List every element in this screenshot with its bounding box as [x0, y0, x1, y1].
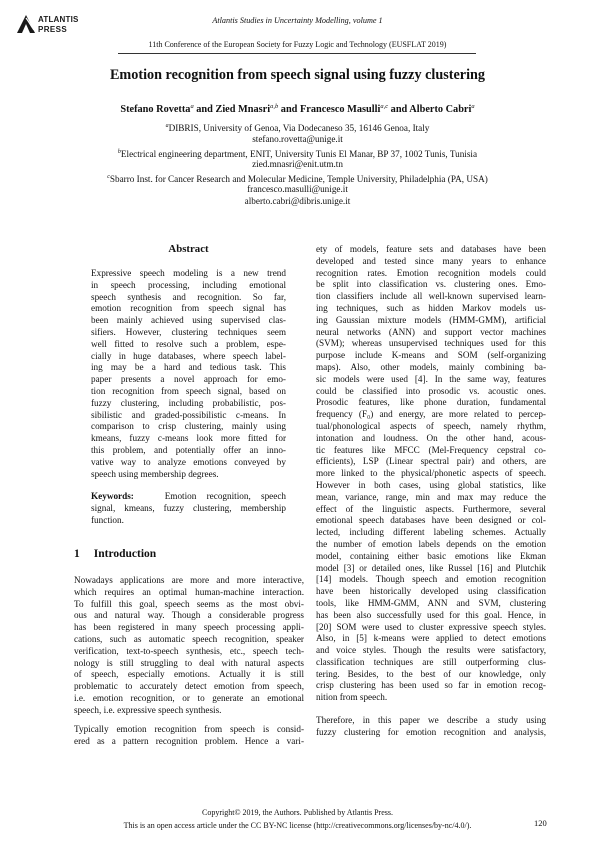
text-line: Typically emotion recognition from speech is consid- [74, 724, 304, 734]
text-line: lected, including different labeling schemes. Actually [316, 527, 546, 538]
publisher-name-2: PRESS [38, 25, 68, 34]
email-text: francesco.masulli@unige.it [247, 184, 348, 194]
text-line: tic features like MFCC (Mel-Frequency cepstral co- [316, 444, 546, 455]
text-line: sibilistic and graded-possibilistic c-means. In [91, 409, 286, 420]
text-line: Also, in [5] k-means were applied to detect emotions [316, 633, 546, 644]
abstract-heading: Abstract [168, 243, 209, 255]
keywords [91, 491, 286, 526]
text-line: verification, text-to-speech synthesis, etc., speech tech- [74, 645, 304, 656]
text-line: sic models were used [4]. In the same way, features [316, 373, 546, 384]
text-line: has been also successfully used for this goal. Hence, in [316, 609, 546, 620]
text-line: in speech processing, including emotional [91, 279, 286, 290]
keywords-line [91, 491, 286, 503]
text-line: Prosodic features, like phone duration, fundamental [316, 397, 546, 408]
affiliation-email [0, 195, 595, 207]
series-title: Atlantis Studies in Uncertainty Modelling, volume 1 [212, 16, 383, 25]
right-column-paragraph-2 [316, 715, 546, 739]
text-line: model [3] or detailed ones, like Russel [16] and Plutchik [316, 562, 546, 573]
author-affil-mark: a,b [270, 103, 279, 110]
text-line: ety of models, feature sets and databases have been [316, 244, 546, 254]
text-line: this problem, and potentially offer an inno- [91, 444, 286, 455]
text-line: vative way to analyze emotions conveyed by [91, 456, 286, 467]
text-line: speech using membership degrees. [91, 468, 219, 479]
text-line: tering. Besides, to the best of our knowledge, only [316, 668, 546, 679]
email-text: zied.mnasri@enit.utm.tn [252, 159, 343, 169]
text-line: been mainly achieved using supervised clas- [91, 315, 286, 326]
text-line: cially in huge databases, where speech label- [91, 350, 286, 361]
text-line: the number of emotion labels depends on the emotion [316, 538, 546, 549]
keywords-line: function. [91, 514, 124, 525]
text-line: be split into classification vs. clustering ones. Emo- [316, 279, 546, 290]
affiliation-text: Electrical engineering department, ENIT, University Tunis El Manar, BP 37, 1002 Tunis, Tunisia [120, 149, 478, 159]
text-line: cations, such as automatic speech recognition, speaker [74, 633, 304, 644]
email-text: alberto.cabri@dibris.unige.it [244, 196, 351, 206]
text-line: tools, like HMM-GMM, ANN and SVM, clustering [316, 597, 546, 608]
text-line: recognition rates. Emotion recognition models could [316, 267, 546, 278]
text-line: i.e. emotion recognition, or to generate an emotional [74, 692, 304, 703]
keywords-text: Emotion recognition, speech [164, 491, 287, 501]
email-text: stefano.rovetta@unige.it [252, 134, 343, 144]
affiliation-email [0, 158, 595, 170]
text-line: nition from speech. [316, 692, 388, 703]
text-line: maps). Also, other models, mainly combining ba- [316, 361, 546, 372]
header-rule [118, 53, 476, 54]
abstract-body [91, 268, 286, 480]
text-line: of speech, especially emotions. Actually it is still [74, 669, 304, 680]
text-line: (SVM); whereas unsupervised techniques used for this [316, 338, 546, 349]
author-affil-mark: a [471, 103, 475, 110]
affiliation [0, 120, 595, 134]
section-heading [74, 548, 156, 560]
text-line: tion recognition from speech signal, based on [91, 385, 286, 396]
intro-paragraph-1 [74, 575, 304, 717]
text-line: model, containing either basic emotions like Ekman [316, 550, 546, 561]
text-line: which requires an optimal human-machine interaction. [74, 586, 304, 597]
text-line: nology is still struggling to deal with natural aspects [74, 657, 304, 668]
text-line: [14] models. Though speech and emotion recognition [316, 574, 546, 585]
text-line: has been registered in many speech processing appli- [74, 622, 304, 633]
text-line: ing techniques, such as hidden Markov models us- [316, 302, 546, 313]
text-line: have been historically developed using classification [316, 586, 546, 597]
text-line: [20] SOM were used to cluster expressive speech styles. [316, 621, 546, 632]
text-line: Expressive speech modeling is a new trend [91, 268, 286, 278]
text-line: paper presents a novel approach for emo- [91, 374, 286, 385]
intro-paragraph-2 [74, 724, 304, 748]
text-line: ing Gaussian mixture models (HMM-GMM), artificial [316, 314, 546, 325]
section-number: 1 [74, 548, 80, 560]
text-line: mean, variance, range, min and max may reduce the [316, 491, 546, 502]
text-line: purpose include K-means and SOM (self-organizing [316, 350, 546, 361]
author-name: Alberto Cabri [409, 104, 472, 115]
author-name: Zied Mnasri [215, 104, 271, 115]
right-column-paragraph-1 [316, 244, 546, 704]
text-line: developed and tested since many years to enhance [316, 255, 546, 266]
affiliation-mark: c [107, 174, 110, 180]
affiliation-mark: b [117, 149, 121, 155]
text-line: fuzzy clustering for emotion recognition and analysis, [316, 726, 546, 737]
copyright-notice: Copyright© 2019, the Authors. Published by Atlantis Press. [202, 808, 393, 817]
text-line: ous and natural way. Though a considerable progress [74, 610, 304, 621]
text-line: more linked to the physical/phonetic aspects of speech. [316, 468, 546, 479]
text-line: efficients), LSP (Linear spectral pair) and others, are [316, 456, 546, 467]
text-line: and voice styles. Though the results were satisfactory, [316, 645, 546, 656]
affiliation-text: Sbarro Inst. for Cancer Research and Molecular Medicine, Temple University, Philadelphia (PA, USA) [109, 174, 488, 184]
text-line: well fitted to resolve such a problem, espe- [91, 338, 286, 349]
text-line: comparison to crisp clustering, mainly using [91, 421, 286, 432]
affiliation-text: DIBRIS, University of Genoa, Via Dodecaneso 35, 16146 Genoa, Italy [168, 123, 430, 133]
text-line: speech, i.e. expressive speech synthesis. [74, 704, 222, 715]
text-line: To fulfill this goal, speech seems as the most obvi- [74, 598, 304, 609]
author-name: Francesco Masulli [299, 104, 381, 115]
text-line: frequency (F₀) and energy, are more related to percep- [316, 409, 546, 420]
author-list [0, 103, 595, 115]
text-line: sifiers. However, clustering techniques seem [91, 326, 286, 337]
text-line: speech synthesis and recognition. So far, [91, 291, 286, 302]
text-line: fuzzy clustering, including probabilistic, pos- [91, 397, 286, 408]
affiliation-email [0, 133, 595, 145]
keywords-line: signal, kmeans, fuzzy clustering, membership [91, 502, 286, 513]
text-line: tion classifiers include all well-known supervised learn- [316, 291, 546, 302]
affiliation-mark: a [165, 123, 169, 129]
license-notice: This is an open access article under the CC BY-NC license (http://creativecommons.org/licenses/by-nc/4.0/). [123, 821, 472, 830]
author-separator: and [193, 104, 216, 115]
author-separator: and [388, 104, 410, 115]
page-number: 120 [534, 818, 547, 828]
text-line: ing may be a hard and tedious task. This [91, 362, 286, 373]
text-line: emotional speech databases have been designed or col- [316, 515, 546, 526]
text-line: ered as a pattern recognition problem. Hence a vari- [74, 735, 304, 746]
text-line: Nowadays applications are more and more interactive, [74, 575, 304, 585]
publisher-logo [14, 9, 84, 41]
text-line: intonation and loudness. On the other hand, acous- [316, 432, 546, 443]
publisher-name: ATLANTIS [38, 15, 79, 24]
author-affil-mark: a [190, 103, 194, 110]
text-line: crisp clustering has been used so far in emotion recog- [316, 680, 546, 691]
author-separator: and [278, 104, 300, 115]
section-title: Introduction [93, 548, 157, 560]
text-line: problematic to accurately detect emotion from speech, [74, 681, 304, 692]
text-line: kmeans, fuzzy c-means look more fitted for [91, 433, 286, 444]
text-line: neural networks (ANN) and support vector machines [316, 326, 546, 337]
affiliation-email [0, 183, 595, 195]
author-affil-mark: a,c [380, 103, 389, 110]
paper-title: Emotion recognition from speech signal using fuzzy clustering [109, 67, 486, 83]
text-line: emotion recognition from speech signal has [91, 303, 286, 314]
text-line: However in both cases, using global statistics, like [316, 479, 546, 490]
conference-title: 11th Conference of the European Society for Fuzzy Logic and Technology (EUSFLAT 2019) [148, 40, 447, 49]
text-line: Therefore, in this paper we describe a study using [316, 715, 546, 725]
text-line: could be classified into prosodic vs. acoustic ones. [316, 385, 546, 396]
author-name: Stefano Rovetta [120, 104, 191, 115]
text-line: effect of the linguistic aspects. Furthermore, several [316, 503, 546, 514]
text-line: classification techniques are still outperforming clus- [316, 656, 546, 667]
text-line: tual/phonological aspects of speech, namely rhythm, [316, 420, 546, 431]
keywords-label: Keywords: [91, 491, 134, 501]
